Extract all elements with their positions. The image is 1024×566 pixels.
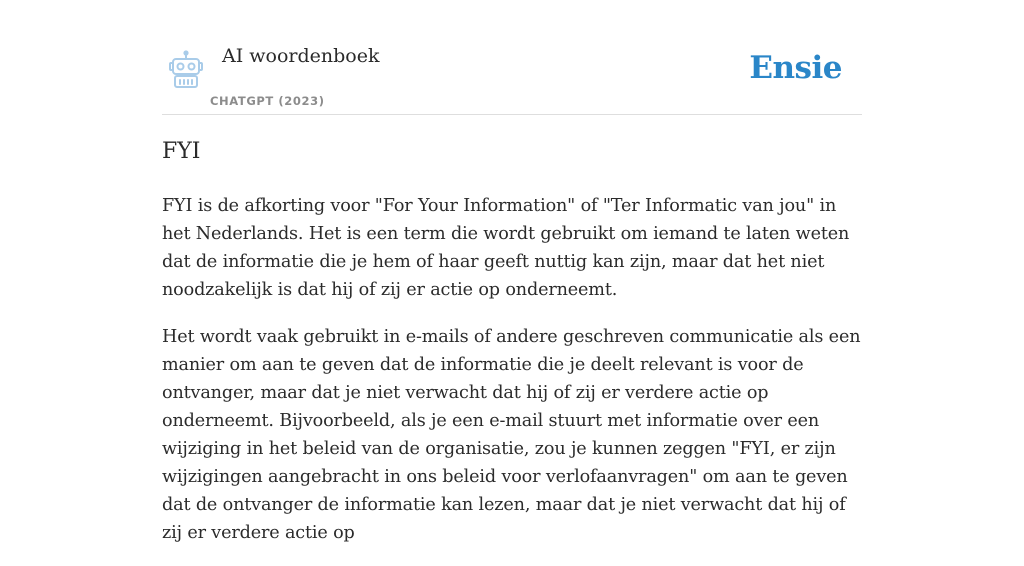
dictionary-source: CHATGPT (2023) (210, 94, 325, 108)
entry-definition (162, 192, 862, 566)
dictionary-title[interactable]: AI woordenboek (222, 45, 380, 67)
ensie-logo[interactable]: Ensie (749, 50, 842, 86)
robot-icon[interactable] (166, 50, 206, 90)
dictionary-header (162, 0, 862, 115)
definition-paragraph: Het wordt vaak gebruikt in e-mails of andere geschreven communicatie als een manier om aan te geven dat de informatie die je deelt relevant is voor de ontvanger, maar dat je niet verwacht dat hij of zij er verdere actie op onderneemt. Bijvoorbeeld, als je een e-mail stuurt met informatie over een wijziging in het beleid van de organisatie, zou je kunnen zeggen "FYI, er zijn wijzigingen aangebracht in ons beleid voor verlofaanvragen" om aan te geven dat de ontvanger de informatie kan lezen, maar dat je niet verwacht dat hij of zij er verdere actie op (162, 327, 861, 543)
entry-term: FYI (162, 139, 201, 164)
page (162, 0, 862, 543)
definition-paragraph: FYI is de afkorting voor "For Your Information" of "Ter Informatic van jou" in het Nederlands. Het is een term die wordt gebruikt om iemand te laten weten dat de informatie die je hem of haar geeft nuttig kan zijn, maar dat het niet noodzakelijk is dat hij of zij er actie op onderneemt. (162, 196, 850, 300)
